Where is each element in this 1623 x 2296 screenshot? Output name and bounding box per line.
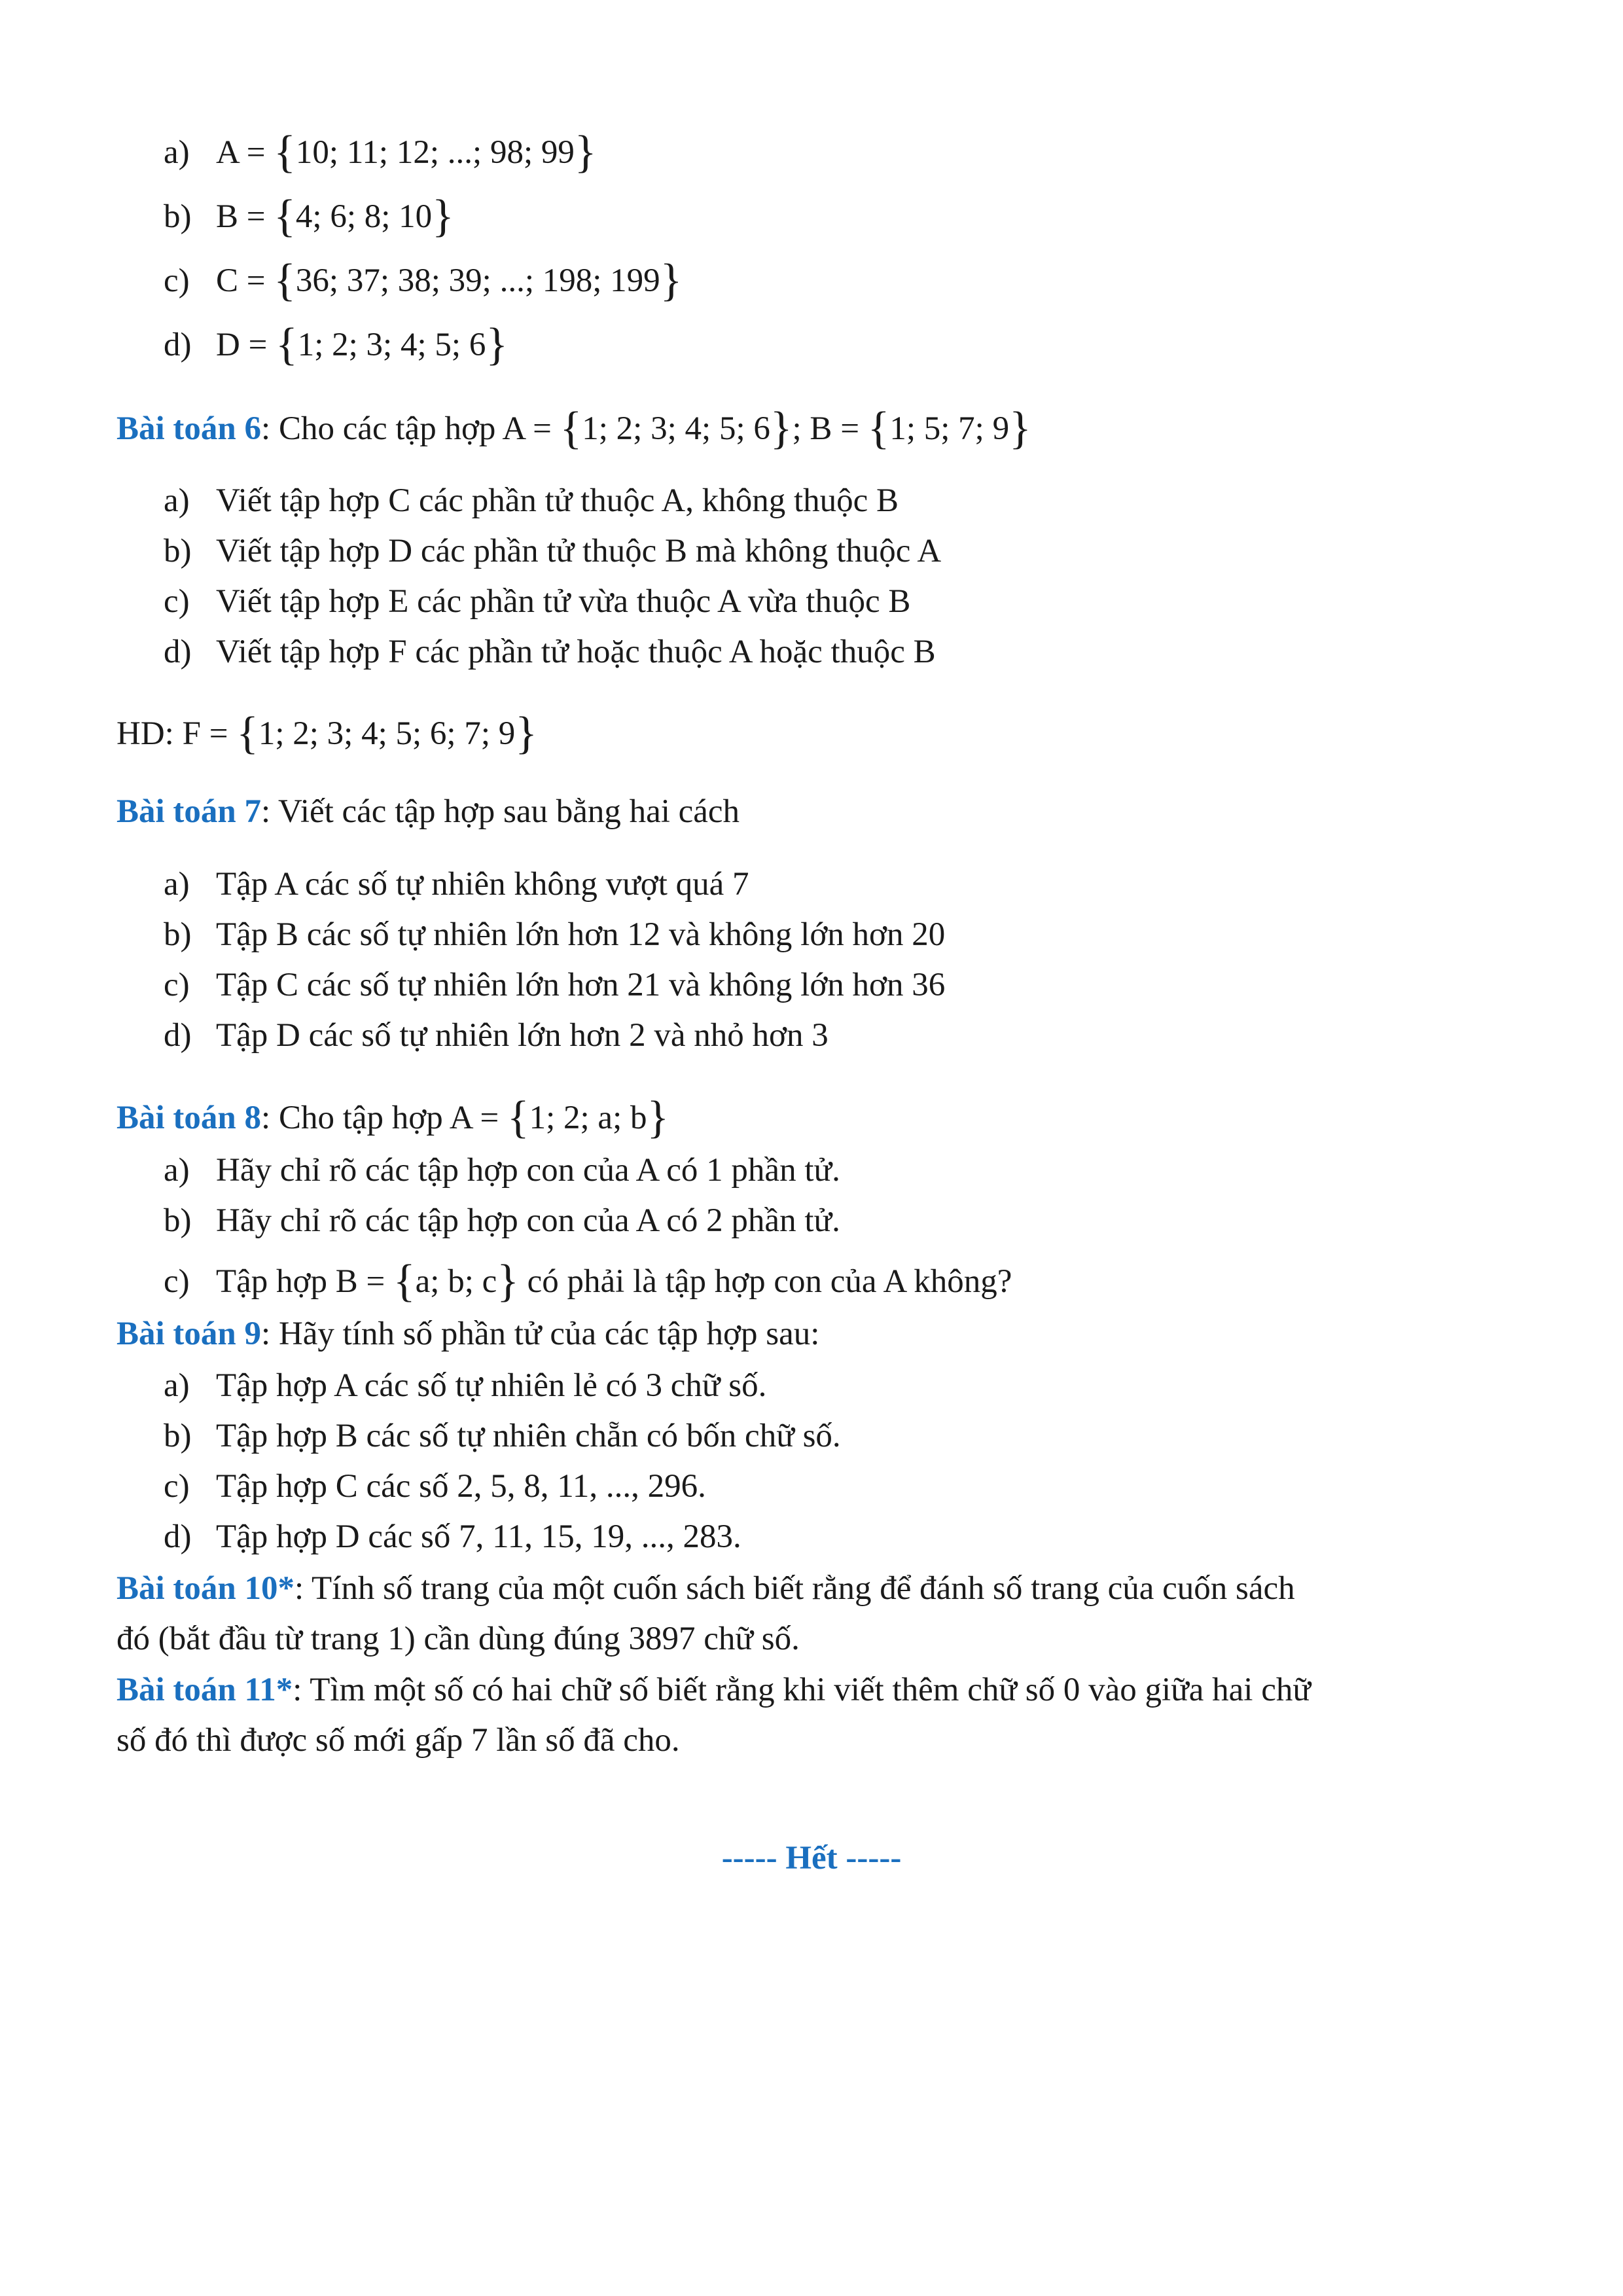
problem-10-title: Bài toán 10* [116,1570,295,1607]
carryover-item-b: b) B = {4; 6; 8; 10} [164,191,454,242]
problem-10-line-1: Bài toán 10*: Tính số trang của một cuốn sách biết rằng để đánh số trang của cuốn sách [116,1570,1295,1607]
problem-10-line-2: đó (bắt đầu từ trang 1) cần dùng đúng 3897 chữ số. [116,1621,800,1657]
problem-8-heading: Bài toán 8: Cho tập hợp A = {1; 2; a; b} [116,1092,669,1143]
problem-7-title: Bài toán 7 [116,793,262,830]
problem-11-line-2: số đó thì được số mới gấp 7 lần số đã cho. [116,1722,680,1759]
carryover-item-a: a) A = {10; 11; 12; ...; 98; 99} [164,127,597,177]
problem-7-item-b: b) Tập B các số tự nhiên lớn hơn 12 và không lớn hơn 20 [164,916,946,953]
problem-9-item-d: d) Tập hợp D các số 7, 11, 15, 19, ..., 283. [164,1518,741,1555]
problem-7-item-c: c) Tập C các số tự nhiên lớn hơn 21 và không lớn hơn 36 [164,967,946,1003]
problem-7-item-a: a) Tập A các số tự nhiên không vượt quá 7 [164,866,749,903]
problem-11-line-1: Bài toán 11*: Tìm một số có hai chữ số biết rằng khi viết thêm chữ số 0 vào giữa hai chữ [116,1672,1311,1708]
carryover-item-d: d) D = {1; 2; 3; 4; 5; 6} [164,319,508,370]
problem-8-item-a: a) Hãy chỉ rõ các tập hợp con của A có 1 phần tử. [164,1152,840,1189]
problem-6-item-b: b) Viết tập hợp D các phần tử thuộc B mà không thuộc A [164,533,942,569]
carryover-item-c: c) C = {36; 37; 38; 39; ...; 198; 199} [164,255,683,306]
problem-6-hint: HD: F = {1; 2; 3; 4; 5; 6; 7; 9} [116,708,537,759]
problem-8-item-c: c) Tập hợp B = {a; b; c} có phải là tập hợp con của A không? [164,1256,1012,1306]
problem-9-heading: Bài toán 9: Hãy tính số phần tử của các tập hợp sau: [116,1316,820,1352]
problem-8-item-b: b) Hãy chỉ rõ các tập hợp con của A có 2 phần tử. [164,1202,840,1239]
problem-9-item-b: b) Tập hợp B các số tự nhiên chẵn có bốn chữ số. [164,1418,841,1454]
problem-7-item-d: d) Tập D các số tự nhiên lớn hơn 2 và nhỏ hơn 3 [164,1017,829,1054]
problem-11-title: Bài toán 11* [116,1672,293,1708]
problem-9-title: Bài toán 9 [116,1316,262,1352]
end-marker: ----- Hết ----- [721,1840,902,1876]
problem-6-title: Bài toán 6 [116,410,262,447]
problem-6-item-a: a) Viết tập hợp C các phần tử thuộc A, không thuộc B [164,482,899,519]
problem-6-heading: Bài toán 6: Cho các tập hợp A = {1; 2; 3; 4; 5; 6}; B = {1; 5; 7; 9} [116,403,1031,454]
problem-9-item-c: c) Tập hợp C các số 2, 5, 8, 11, ..., 296. [164,1468,706,1505]
problem-8-title: Bài toán 8 [116,1100,262,1136]
problem-6-item-c: c) Viết tập hợp E các phần tử vừa thuộc A vừa thuộc B [164,583,911,620]
problem-7-heading: Bài toán 7: Viết các tập hợp sau bằng hai cách [116,793,740,830]
problem-9-item-a: a) Tập hợp A các số tự nhiên lẻ có 3 chữ số. [164,1367,767,1404]
problem-6-item-d: d) Viết tập hợp F các phần tử hoặc thuộc A hoặc thuộc B [164,634,936,670]
